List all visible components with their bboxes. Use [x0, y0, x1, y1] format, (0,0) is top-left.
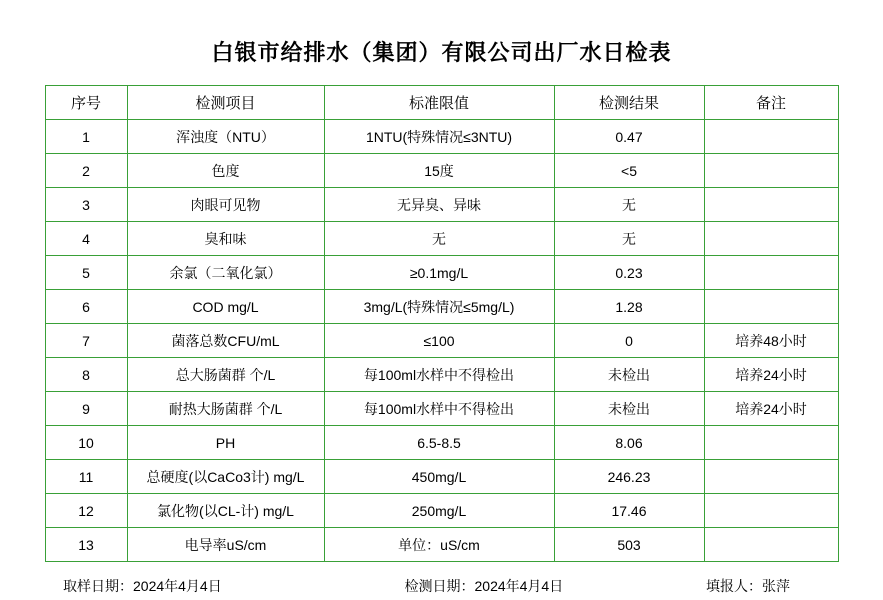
cell-std: 15度: [324, 154, 554, 188]
cell-note: [704, 188, 838, 222]
column-header-std: 标准限值: [324, 86, 554, 120]
cell-std: 250mg/L: [324, 494, 554, 528]
table-row: [45, 324, 838, 358]
cell-item: 菌落总数CFU/mL: [127, 324, 324, 358]
cell-result: 17.46: [554, 494, 704, 528]
reporter: 填报人：张萍: [706, 578, 790, 594]
sampling-date: 取样日期：2024年4月4日: [63, 578, 222, 594]
cell-result: 1.28: [554, 290, 704, 324]
cell-note: [704, 256, 838, 290]
cell-note: 培养24小时: [704, 358, 838, 392]
cell-item: 总大肠菌群 个/L: [127, 358, 324, 392]
cell-std: 无: [324, 222, 554, 256]
cell-note: [704, 154, 838, 188]
cell-item: 耐热大肠菌群 个/L: [127, 392, 324, 426]
cell-item: 色度: [127, 154, 324, 188]
cell-std: ≤100: [324, 324, 554, 358]
cell-item: 电导率uS/cm: [127, 528, 324, 562]
cell-note: [704, 460, 838, 494]
cell-item: 臭和味: [127, 222, 324, 256]
table-row: [45, 222, 838, 256]
cell-no: 3: [45, 188, 127, 222]
column-header-result: 检测结果: [554, 86, 704, 120]
cell-no: 7: [45, 324, 127, 358]
table-row: [45, 120, 838, 154]
table-row: [45, 256, 838, 290]
cell-note: [704, 290, 838, 324]
cell-result: 246.23: [554, 460, 704, 494]
cell-result: 503: [554, 528, 704, 562]
cell-std: ≥0.1mg/L: [324, 256, 554, 290]
cell-std: 3mg/L(特殊情况≤5mg/L): [324, 290, 554, 324]
cell-result: 无: [554, 222, 704, 256]
cell-no: 11: [45, 460, 127, 494]
table-row: [45, 426, 838, 460]
column-header-no: 序号: [45, 86, 127, 120]
cell-no: 13: [45, 528, 127, 562]
cell-note: [704, 426, 838, 460]
table-row: [45, 460, 838, 494]
cell-result: 8.06: [554, 426, 704, 460]
cell-no: 5: [45, 256, 127, 290]
cell-no: 12: [45, 494, 127, 528]
cell-no: 10: [45, 426, 127, 460]
cell-no: 9: [45, 392, 127, 426]
cell-result: 无: [554, 188, 704, 222]
table-row: [45, 392, 838, 426]
column-header-item: 检测项目: [127, 86, 324, 120]
cell-std: 无异臭、异味: [324, 188, 554, 222]
cell-result: 0.23: [554, 256, 704, 290]
table-row: [45, 290, 838, 324]
cell-std: 6.5-8.5: [324, 426, 554, 460]
cell-note: [704, 222, 838, 256]
cell-note: [704, 494, 838, 528]
table-row: [45, 528, 838, 562]
table-row: [45, 494, 838, 528]
cell-std: 450mg/L: [324, 460, 554, 494]
cell-note: [704, 120, 838, 154]
cell-std: 每100ml水样中不得检出: [324, 392, 554, 426]
table-header-row: [45, 86, 838, 120]
cell-result: 未检出: [554, 392, 704, 426]
cell-note: 培养48小时: [704, 324, 838, 358]
cell-note: 培养24小时: [704, 392, 838, 426]
cell-item: 余氯（二氧化氯）: [127, 256, 324, 290]
cell-std: 1NTU(特殊情况≤3NTU): [324, 120, 554, 154]
table-row: [45, 154, 838, 188]
cell-result: 未检出: [554, 358, 704, 392]
cell-no: 4: [45, 222, 127, 256]
cell-item: 浑浊度（NTU）: [127, 120, 324, 154]
cell-item: 氯化物(以CL-计) mg/L: [127, 494, 324, 528]
cell-no: 6: [45, 290, 127, 324]
footer: [45, 576, 838, 596]
cell-std: 单位：uS/cm: [324, 528, 554, 562]
cell-item: PH: [127, 426, 324, 460]
test-date: 检测日期：2024年4月4日: [404, 578, 564, 594]
cell-no: 8: [45, 358, 127, 392]
cell-std: 每100ml水样中不得检出: [324, 358, 554, 392]
cell-result: <5: [554, 154, 704, 188]
cell-no: 2: [45, 154, 127, 188]
cell-result: 0: [554, 324, 704, 358]
cell-no: 1: [45, 120, 127, 154]
page-title: 白银市给排水（集团）有限公司出厂水日检表: [211, 40, 672, 65]
water-quality-table: [45, 85, 839, 562]
cell-item: 总硬度(以CaCo3计) mg/L: [127, 460, 324, 494]
table-row: [45, 188, 838, 222]
cell-result: 0.47: [554, 120, 704, 154]
cell-note: [704, 528, 838, 562]
cell-item: COD mg/L: [127, 290, 324, 324]
column-header-note: 备注: [704, 86, 838, 120]
cell-item: 肉眼可见物: [127, 188, 324, 222]
table-row: [45, 358, 838, 392]
